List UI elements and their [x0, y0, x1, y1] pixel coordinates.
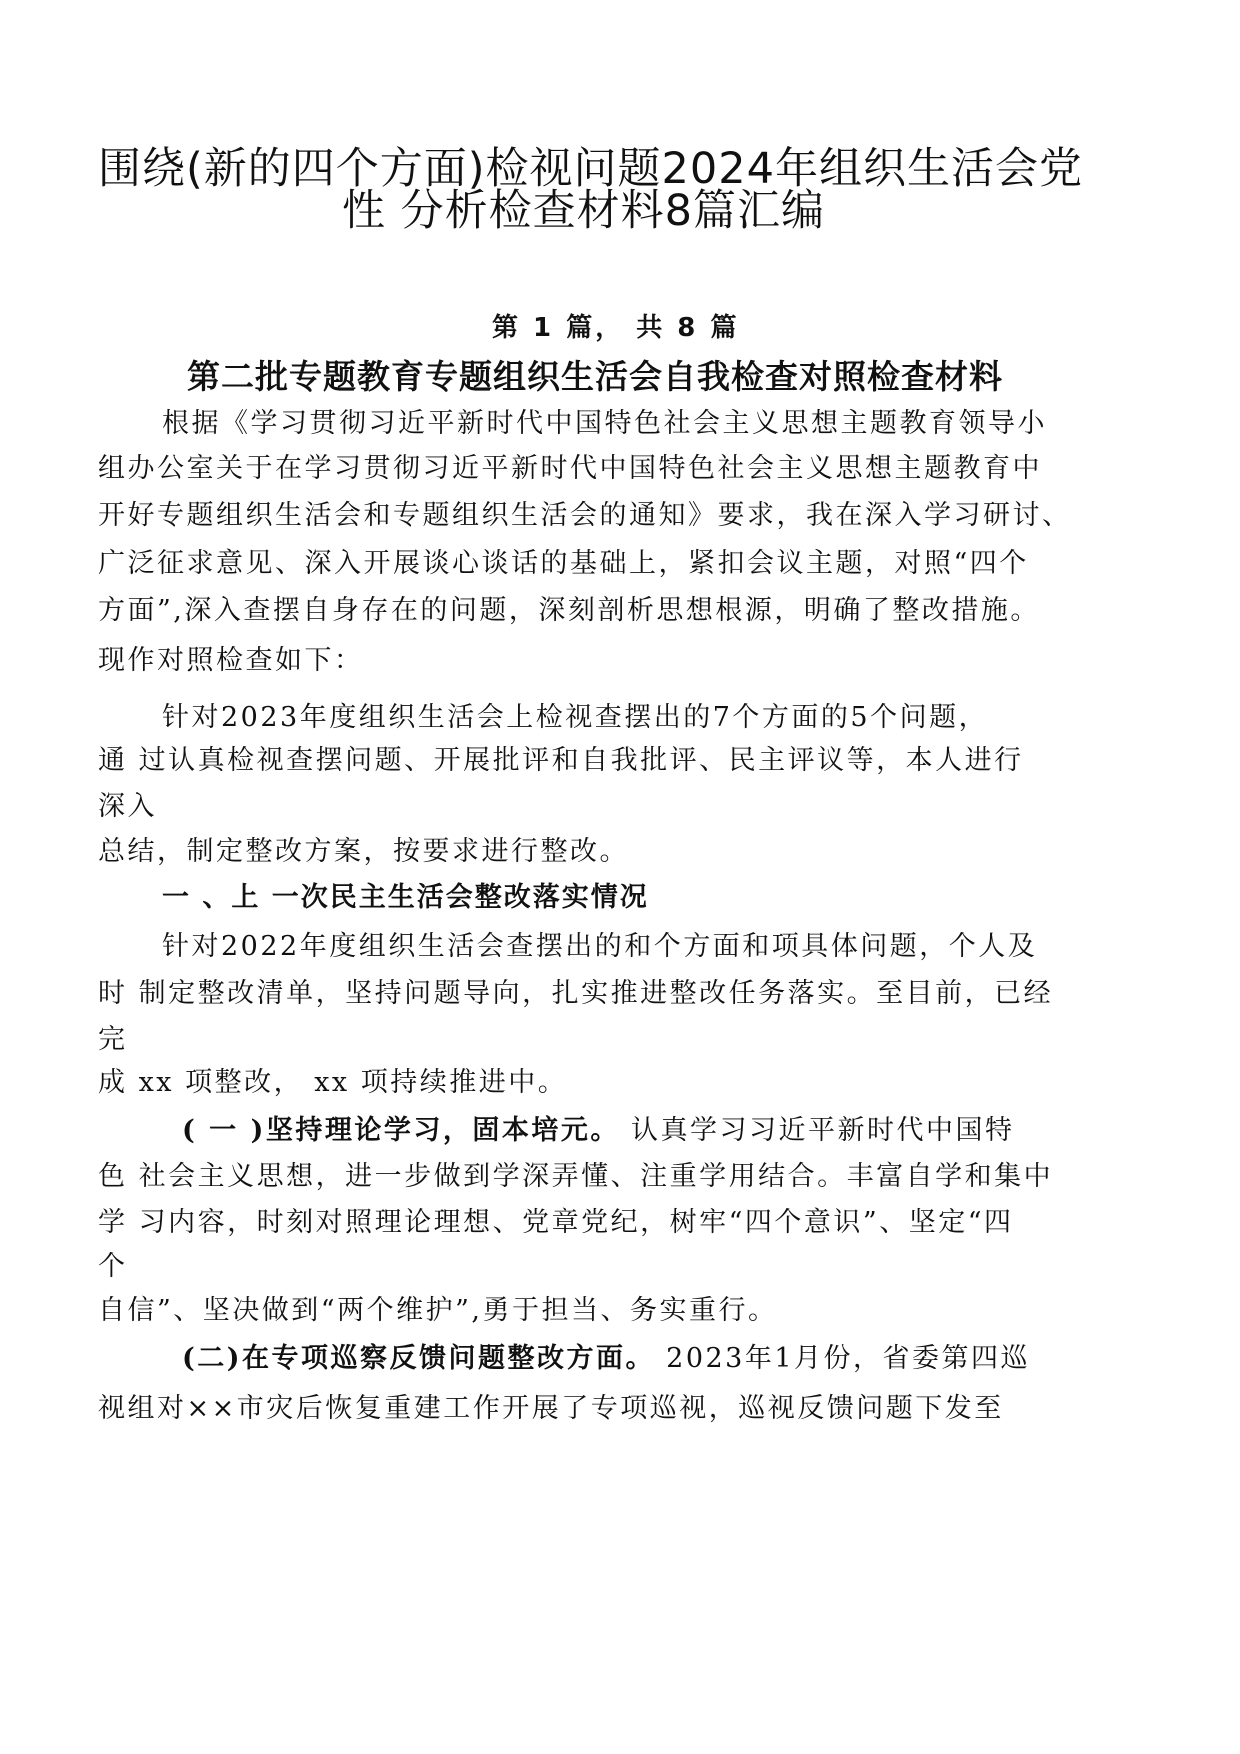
- section-heading: 一 、上 一次民主生活会整改落实情况: [162, 882, 649, 913]
- item2-lead: (二)在专项巡察反馈问题整改方面。: [182, 1343, 656, 1374]
- item1-line: 学 习内容，时刻对照理论理想、党章党纪，树牢“四个意识”、坚定“四: [98, 1207, 1014, 1238]
- item2-line: [182, 1345, 1030, 1372]
- intro-line: 广泛征求意见、深入开展谈心谈话的基础上，紧扣会议主题，对照“四个: [98, 548, 1029, 579]
- item1-line: [182, 1117, 1014, 1144]
- item2-text: 2023年1月份，省委第四巡: [655, 1343, 1031, 1374]
- para3-line: 针对2022年度组织生活会查摆出的和个方面和项具体问题，个人及: [162, 931, 1038, 962]
- para2-line: 总结，制定整改方案，按要求进行整改。: [98, 836, 629, 867]
- para2-line: 针对2023年度组织生活会上检视查摆出的7个方面的5个问题，: [162, 702, 989, 733]
- item1-lead: ( 一 )坚持理论学习，固本培元。: [182, 1115, 620, 1146]
- intro-line: 方面”,深入查摆自身存在的问题，深刻剖析思想根源，明确了整改措施。: [98, 595, 1040, 626]
- para2-line: 深入: [98, 791, 157, 822]
- item1-line: 自信”、坚决做到“两个维护”,勇于担当、务实重行。: [98, 1295, 778, 1326]
- document-title-line1: 围绕(新的四个方面)检视问题2024年组织生活会党: [98, 144, 1083, 194]
- intro-line: 根据《学习贯彻习近平新时代中国特色社会主义思想主题教育领导小: [162, 408, 1047, 439]
- part-subtitle: 第二批专题教育专题组织生活会自我检查对照检查材料: [187, 357, 1003, 396]
- intro-line: 现作对照检查如下：: [98, 645, 364, 676]
- intro-line: 组办公室关于在学习贯彻习近平新时代中国特色社会主义思想主题教育中: [98, 453, 1042, 484]
- item1-line: 色 社会主义思想，进一步做到学深弄懂、注重学用结合。丰富自学和集中: [98, 1161, 1054, 1192]
- para3-line: 时 制定整改清单，坚持问题导向，扎实推进整改任务落实。至目前，已经: [98, 978, 1054, 1009]
- intro-line: 开好专题组织生活会和专题组织生活会的通知》要求，我在深入学习研讨、: [98, 500, 1072, 531]
- para3-line: 完: [98, 1024, 128, 1055]
- para3-line: 成 xx 项整改， xx 项持续推进中。: [98, 1067, 568, 1098]
- para2-line: 通 过认真检视查摆问题、开展批评和自我批评、民主评议等，本人进行: [98, 745, 1024, 776]
- document-title-line2: 性 分析检查材料8篇汇编: [342, 186, 826, 236]
- item1-line: 个: [98, 1251, 128, 1282]
- item2-line: 视组对××市灾后恢复重建工作开展了专项巡视，巡视反馈问题下发至: [98, 1393, 1004, 1424]
- item1-text: 认真学习习近平新时代中国特: [619, 1115, 1015, 1146]
- part-counter: 第 1 篇， 共 8 篇: [492, 313, 740, 343]
